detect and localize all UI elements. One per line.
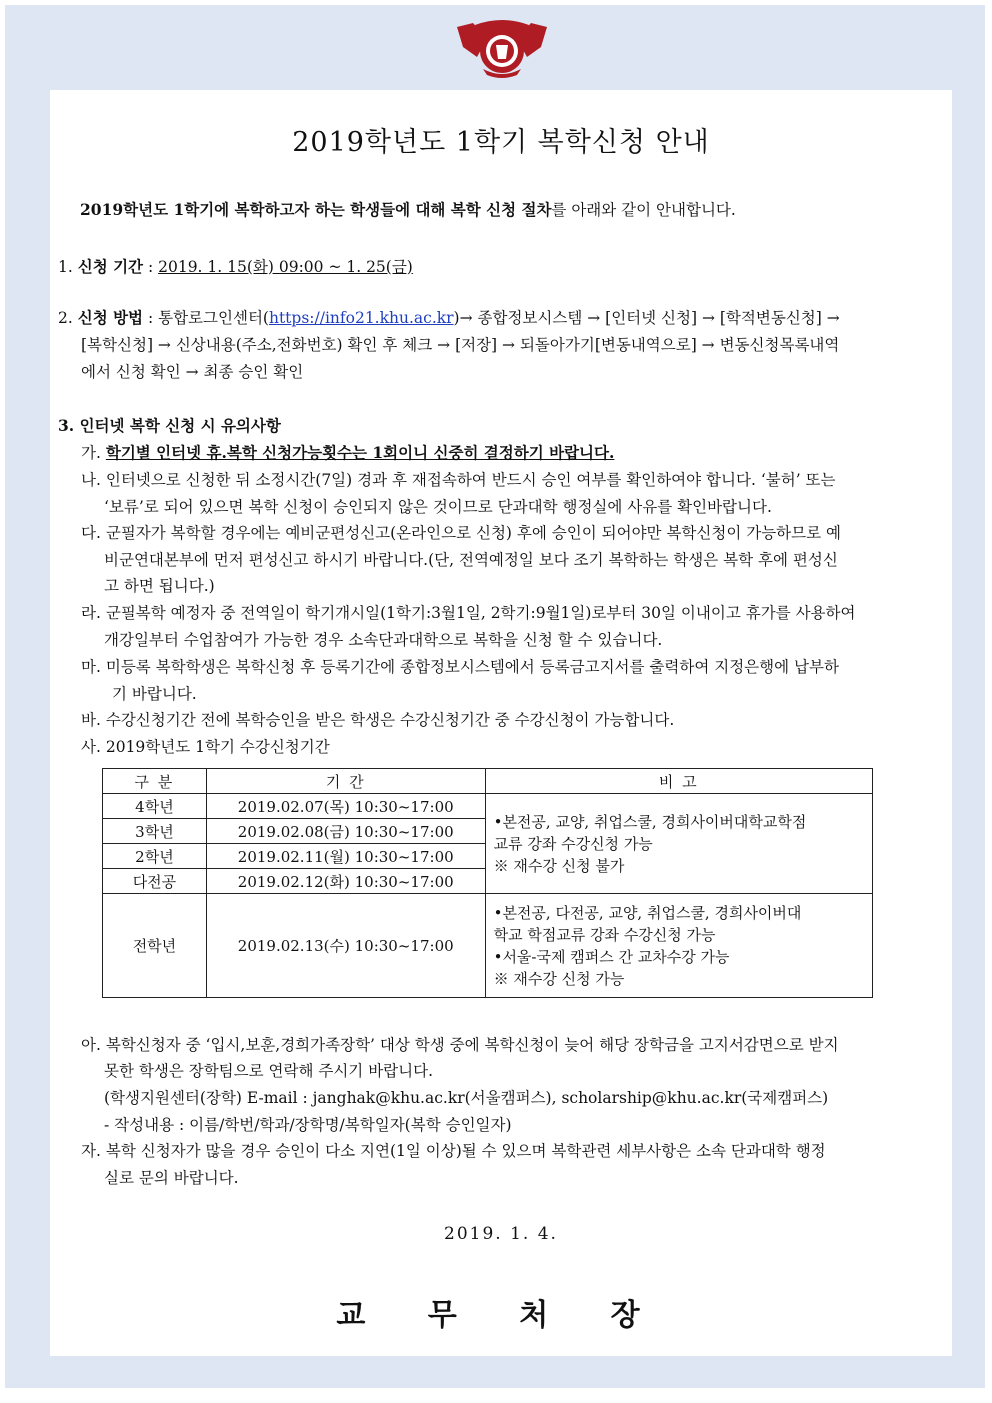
issue-date: 2019. 1. 4. <box>444 1224 558 1244</box>
item-da-line-1 <box>81 523 841 543</box>
ga-mark: 가. <box>81 444 101 462</box>
note-cell-1 <box>485 794 872 894</box>
s2-l1-suffix: )→ 종합정보시스템 → [인터넷 신청] → [학적변동신청] → <box>453 309 840 327</box>
item-ga <box>81 443 614 463</box>
item-ja-line-1 <box>81 1141 826 1161</box>
ja-mark: 자. <box>81 1142 101 1160</box>
item-a-contact: (학생지원센터(장학) E-mail : janghak@khu.ac.kr(서울캠퍼스), scholarship@khu.ac.kr(국제캠퍼스) <box>104 1089 829 1107</box>
item-na-line-2: ‘보류’로 되어 있으면 복학 신청이 승인되지 않은 것이므로 단과대학 행정실에 사유를 확인바랍니다. <box>104 498 772 516</box>
item-sa <box>81 737 330 757</box>
period-cell: 2019.02.08(금) 10:30~17:00 <box>206 819 485 844</box>
section-2-line-1 <box>58 308 840 328</box>
item-da-line-2: 비군연대본부에 먼저 편성신고 하시기 바랍니다.(단, 전역예정일 보다 조기 복학하는 학생은 복학 후에 편성신 <box>104 551 838 569</box>
s1-sep: : <box>143 258 159 276</box>
s2-num: 2. <box>58 309 73 327</box>
a-mark: 아. <box>81 1036 101 1054</box>
section-1-period <box>58 257 413 277</box>
s2-label: 신청 방법 <box>77 308 144 327</box>
page-frame <box>5 5 985 1388</box>
info21-link[interactable]: https://info21.khu.ac.kr <box>268 309 454 327</box>
note-1-line: •본전공, 교양, 취업스쿨, 경희사이버대학교학점 <box>493 812 807 831</box>
item-ja-line-2: 실로 문의 바랍니다. <box>104 1169 239 1187</box>
s1-value: 2019. 1. 15(화) 09:00 ~ 1. 25(금) <box>158 258 413 276</box>
period-cell: 2019.02.07(목) 10:30~17:00 <box>206 794 485 819</box>
section-3-heading: 3. 인터넷 복학 신청 시 유의사항 <box>58 416 281 435</box>
ba-text: 수강신청기간 전에 복학승인을 받은 학생은 수강신청기간 중 수강신청이 가능합니다. <box>105 711 675 729</box>
item-a-format: - 작성내용 : 이름/학번/학과/장학명/복학일자(복학 승인일자) <box>104 1116 512 1134</box>
ba-mark: 바. <box>81 711 101 729</box>
item-ma-line-2: 기 바랍니다. <box>112 685 197 703</box>
item-na-line-1 <box>81 470 836 490</box>
sa-mark: 사. <box>81 738 101 756</box>
s2-l1-prefix: : 통합로그인센터( <box>143 309 269 327</box>
period-cell: 2019.02.11(월) 10:30~17:00 <box>206 844 485 869</box>
notice-page <box>50 90 952 1356</box>
table-header-row <box>103 769 873 794</box>
header-period: 기 간 <box>206 769 485 794</box>
section-2-line-2: [복학신청] → 신상내용(주소,전화번호) 확인 후 체크 → [저장] → 되돌아가기[변동내역으로] → 변동신청목록내역 <box>81 336 840 354</box>
item-ra-line-1 <box>81 603 855 623</box>
grade-cell: 3학년 <box>103 819 207 844</box>
sa-text: 2019학년도 1학기 수강신청기간 <box>105 738 330 756</box>
item-ma-line-1 <box>81 657 839 677</box>
section-2-line-3: 에서 신청 확인 → 최종 승인 확인 <box>81 363 304 381</box>
note-1-line: 교류 강좌 수강신청 가능 <box>493 834 653 853</box>
header-category: 구 분 <box>103 769 207 794</box>
item-a-line-2: 못한 학생은 장학팀으로 연락해 주시기 바랍니다. <box>104 1062 434 1080</box>
s1-num: 1. <box>58 258 73 276</box>
signature-dean: 교 무 처 장 <box>336 1298 666 1333</box>
grade-cell: 2학년 <box>103 844 207 869</box>
item-ba <box>81 710 674 730</box>
university-emblem-icon <box>453 17 551 81</box>
s1-label: 신청 기간 <box>77 257 144 276</box>
note-2-line: ※ 재수강 신청 가능 <box>493 969 625 988</box>
grade-cell: 전학년 <box>103 894 207 998</box>
ra-text-1: 군필복학 예정자 중 전역일이 학기개시일(1학기:3월1일, 2학기:9월1일)로부터 30일 이내이고 휴가를 사용하여 <box>105 604 856 622</box>
intro-prefix: 2019학년도 1학기에 복학하고자 하는 학생들에 대해 복학 신청 절차 <box>80 200 552 219</box>
table-row <box>103 894 873 998</box>
na-mark: 나. <box>81 471 101 489</box>
ra-mark: 라. <box>81 604 101 622</box>
grade-cell: 다전공 <box>103 869 207 894</box>
note-cell-2 <box>485 894 872 998</box>
note-2-line: 학교 학점교류 강좌 수강신청 가능 <box>493 925 716 944</box>
intro-suffix: 를 아래와 같이 안내합니다. <box>551 201 736 219</box>
ma-mark: 마. <box>81 658 101 676</box>
da-text-1: 군필자가 복학할 경우에는 예비군편성신고(온라인으로 신청) 후에 승인이 되어야만 복학신청이 가능하므로 예 <box>105 524 841 542</box>
ma-text-1: 미등록 복학학생은 복학신청 후 등록기간에 종합정보시스템에서 등록금고지서를 출력하여 지정은행에 납부하 <box>105 658 839 676</box>
ga-text: 학기별 인터넷 휴.복학 신청가능횟수는 1회이니 신중히 결정하기 바랍니다. <box>105 443 615 462</box>
da-mark: 다. <box>81 524 101 542</box>
intro-paragraph <box>80 200 736 220</box>
page-title: 2019학년도 1학기 복학신청 안내 <box>292 127 710 158</box>
registration-schedule-table <box>102 768 873 998</box>
note-2-line: •본전공, 다전공, 교양, 취업스쿨, 경희사이버대 <box>493 903 802 922</box>
grade-cell: 4학년 <box>103 794 207 819</box>
ja-text-1: 복학 신청자가 많을 경우 승인이 다소 지연(1일 이상)될 수 있으며 복학관련 세부사항은 소속 단과대학 행정 <box>105 1142 826 1160</box>
item-a-line-1 <box>81 1035 839 1055</box>
a-text-1: 복학신청자 중 ‘입시,보훈,경희가족장학’ 대상 학생 중에 복학신청이 늦어 해당 장학금을 고지서감면으로 받지 <box>105 1036 839 1054</box>
note-1-line: ※ 재수강 신청 불가 <box>493 856 625 875</box>
item-ra-line-2: 개강일부터 수업참여가 가능한 경우 소속단과대학으로 복학을 신청 할 수 있습니다. <box>104 631 663 649</box>
period-cell: 2019.02.13(수) 10:30~17:00 <box>206 894 485 998</box>
na-text-1: 인터넷으로 신청한 뒤 소정시간(7일) 경과 후 재접속하여 반드시 승인 여부를 확인하여야 합니다. ‘불허’ 또는 <box>105 471 836 489</box>
item-da-line-3: 고 하면 됩니다.) <box>104 577 215 595</box>
header-note: 비 고 <box>485 769 872 794</box>
period-cell: 2019.02.12(화) 10:30~17:00 <box>206 869 485 894</box>
note-2-line: •서울-국제 캠퍼스 간 교차수강 가능 <box>493 947 730 966</box>
table-row <box>103 794 873 819</box>
